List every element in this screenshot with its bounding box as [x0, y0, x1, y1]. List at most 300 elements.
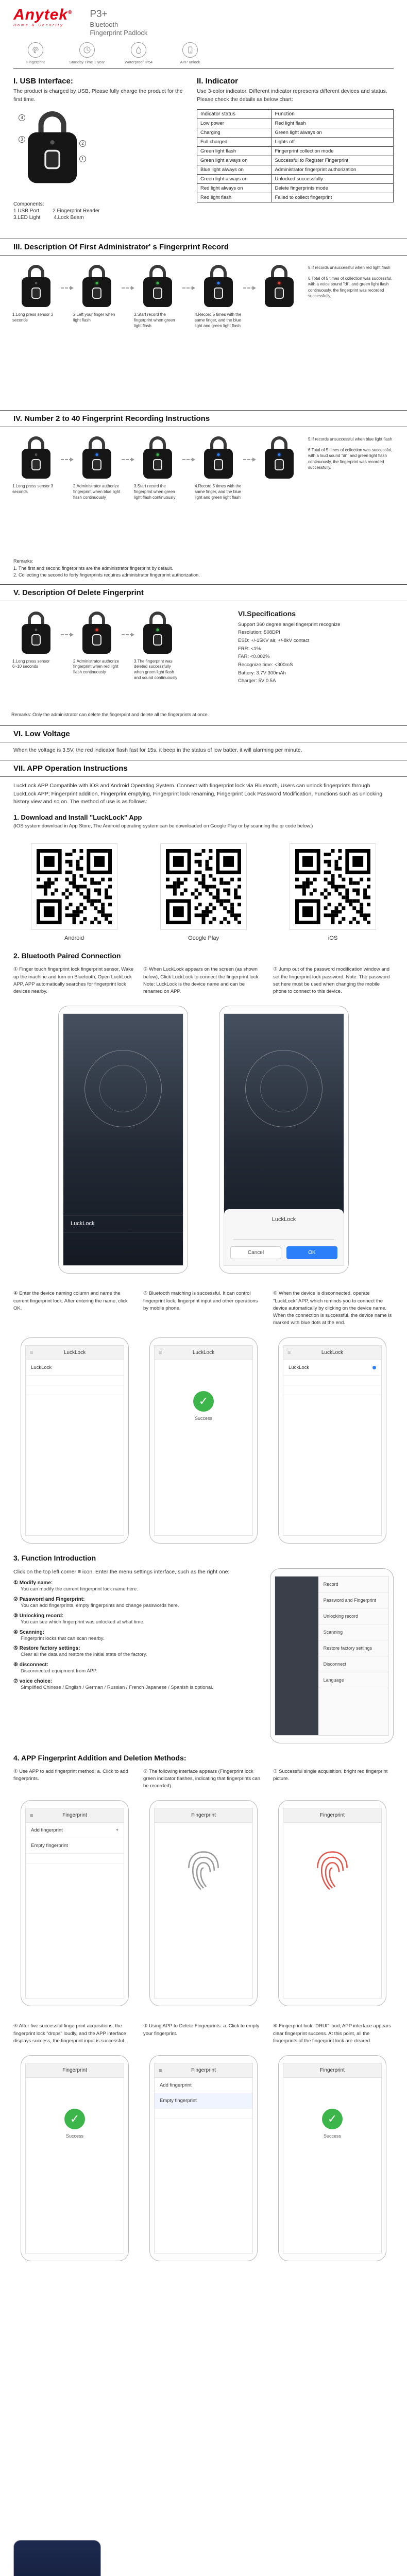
arrow-icon — [182, 459, 194, 460]
phone-screenshot-success — [149, 1337, 258, 1544]
phone-screenshot-scan — [58, 1006, 188, 1274]
app-intro: LuckLock APP Compatible with iOS and Android Operating System. Connect with fingerprint lock via Bluetooth, Users can unlock fingerprints through LuckLock APP; Fingerprint addition, Fingerprint emptying, Fingerprint lock renaming, Fingerprint Lock Password Modification, Functions such as unlocking history view and so on. The method of use is as follows: — [13, 782, 383, 805]
qr-image — [166, 849, 241, 924]
feature-app-unlock — [168, 42, 212, 65]
success-check-icon: ✓ — [322, 2109, 343, 2129]
step-5-caption: 5.If records unsuccessful when red light flash — [308, 265, 391, 270]
spec-line: Recognize time: <300mS — [238, 662, 293, 668]
product-model: P3+ — [90, 9, 108, 20]
step-1 — [11, 265, 61, 324]
menu-icon: ≡ — [30, 1349, 33, 1355]
success-check-icon: ✓ — [64, 2109, 85, 2129]
phone-screenshot-add-list — [21, 1800, 129, 2006]
admin-record-steps — [0, 256, 407, 410]
feature-label: Standby Time 1 year — [69, 60, 105, 65]
func-item-body: Simplified Chinese / English / German / Russian / French Japanese / Spanish is optional. — [21, 1684, 213, 1690]
step-5-caption: 5.If records unsuccessful when blue light flash — [308, 437, 393, 442]
func-item-head: ③ Unlocking record: — [13, 1613, 64, 1619]
table-row — [197, 137, 394, 146]
lock-sensor — [92, 459, 101, 470]
settings-menu — [318, 1577, 388, 1735]
arrow-icon — [122, 634, 133, 635]
lock-sensor — [214, 287, 223, 299]
phone-screenshot-enroll-progress — [278, 1800, 386, 2006]
bt-step-4: ④ Enter the device naming column and name the current fingerprint lock. After entering the name, click OK. — [13, 1291, 128, 1311]
cell-status: Green light flash — [197, 146, 272, 156]
lock-sensor — [31, 634, 41, 646]
arrow-icon — [61, 459, 72, 460]
cell-status: Red light flash — [197, 193, 272, 202]
menu-item: Scanning — [318, 1624, 388, 1640]
list-item — [283, 1385, 381, 1395]
step-caption: 1.Long press sensor 6~10 seconds — [12, 658, 50, 669]
step-3 — [133, 265, 182, 329]
table-row — [197, 165, 394, 174]
lock-sensor — [31, 459, 41, 470]
methods-step-4: ④ After five successful fingerprint acquisitions, the fingerprint lock "drops" loudly, and the APP interface displays success, the fingerprint input is successful. — [13, 2023, 126, 2044]
step-5-lock — [255, 265, 304, 308]
spec-line: ESD: +/-15KV air, +/-8kV contact — [238, 637, 310, 643]
spec-line: Charger: 5V 0.5A — [238, 678, 276, 684]
step-4 — [194, 265, 243, 329]
dialog-title: LuckLock — [272, 1216, 296, 1223]
func-item-body: Clear all the data and restore the initial state of the factory. — [21, 1652, 147, 1658]
qr-google-play — [160, 843, 247, 941]
phone-screenshot-partial-dark — [13, 2540, 101, 2576]
func-item-head: ⑤ Restore factory settings: — [13, 1646, 80, 1652]
success-caption: Success — [323, 2133, 341, 2139]
func-item-body: You can see which fingerprint was unlocked at what time. — [21, 1619, 145, 1625]
product-title — [90, 8, 147, 37]
feature-label: Waterproof IP54 — [124, 60, 153, 65]
nav-title: Fingerprint — [320, 1812, 345, 1819]
qr-ios — [290, 843, 376, 941]
table-row — [197, 193, 394, 202]
menu-icon: ≡ — [159, 2067, 162, 2074]
cell-function: Administrator fingerprint authorization — [272, 165, 394, 174]
bt-lite-phones — [0, 1327, 407, 1544]
cell-function: Red light flash — [272, 118, 394, 128]
list-item-label: Empty fingerprint — [160, 2098, 197, 2104]
brand-logo — [13, 7, 72, 27]
arrow-icon — [61, 634, 72, 635]
func-item-2 — [13, 1597, 258, 1609]
cell-function: Successful to Register Fingerprint — [272, 156, 394, 165]
remark-2: 2. Collecting the second to forty fingerprints requires administrator fingerprint authorization. — [13, 572, 200, 578]
list-item-label: LuckLock — [31, 1364, 52, 1370]
step-4 — [194, 436, 243, 500]
nav-title: Fingerprint — [320, 2067, 345, 2073]
nav-title: Fingerprint — [191, 2067, 216, 2073]
spec-line: Support 360 degree angel fingerprint recognize — [238, 621, 341, 628]
indicator-col-status: Indicator status — [197, 109, 272, 118]
app-title: VII. APP Operation Instructions — [0, 760, 407, 777]
feature-fingerprint — [13, 42, 58, 65]
menu-item: Password and Fingerprint — [318, 1592, 388, 1608]
lock-led — [35, 453, 38, 456]
smartphone-icon — [182, 42, 198, 58]
cell-status: Blue light always on — [197, 165, 272, 174]
more-record-remarks — [0, 556, 407, 584]
feature-waterproof — [116, 42, 161, 65]
cell-status: Red light always on — [197, 183, 272, 193]
add-fingerprint-row — [155, 2078, 252, 2093]
lock-led — [35, 282, 38, 284]
methods-steps-456 — [0, 2016, 407, 2045]
step-2 — [72, 612, 122, 675]
lock-led-blue — [278, 453, 281, 456]
lock-led — [50, 140, 55, 145]
lock-sensor — [44, 149, 60, 168]
download-note: (IOS system download in App Store, The Android operating system can be downloaded on Google Play or by scanning the qr code below.) — [13, 823, 313, 829]
lock-sensor — [92, 634, 101, 646]
step-3 — [133, 612, 182, 681]
low-voltage-title: VI. Low Voltage — [0, 725, 407, 742]
password-dialog — [224, 1209, 344, 1265]
func-item-head: ⑥ disconnect: — [13, 1662, 48, 1668]
success-caption: Success — [194, 1415, 212, 1421]
callout-lock-beam: 4 — [19, 114, 25, 121]
feature-label: APP unlock — [180, 60, 200, 65]
components-label: Components: — [13, 201, 44, 207]
func-item-4 — [13, 1630, 258, 1642]
delete-fp-remarks — [11, 711, 233, 719]
add-fingerprint-row — [26, 1823, 124, 1838]
table-row — [197, 146, 394, 156]
cell-function: Lights off — [272, 137, 394, 146]
lock-led-green — [157, 282, 159, 284]
usb-title: I. USB Interface: — [13, 77, 73, 86]
phone-screenshot-empty-list — [149, 2055, 258, 2261]
list-item — [26, 1385, 124, 1395]
lock-sensor — [153, 287, 162, 299]
spec-line: FRR: <1% — [238, 646, 261, 652]
arrow-icon — [243, 459, 255, 460]
step-2 — [72, 436, 122, 500]
device-row — [63, 1215, 183, 1232]
list-item — [155, 2109, 252, 2119]
phone-screenshot-password — [219, 1006, 349, 1274]
qr-label: Android — [64, 935, 84, 942]
function-list — [13, 1568, 258, 1743]
func-item-3 — [13, 1613, 258, 1626]
indicator-body2: Please check the details as below chart: — [197, 96, 293, 103]
func-item-body: Fingerprint locks that can scan nearby. — [21, 1635, 105, 1641]
component-usb-port: 1.USB Port — [13, 208, 40, 214]
phone-screenshot-menu — [270, 1568, 394, 1743]
function-intro — [0, 1562, 407, 1743]
cell-function: Failed to collect fingerprint — [272, 193, 394, 202]
arrow-icon — [182, 287, 194, 289]
phone-screenshot-clear-success — [278, 2055, 386, 2261]
lock-led-blue — [217, 282, 220, 284]
func-item-head: ④ Scanning: — [13, 1629, 45, 1635]
bt-steps-456 — [0, 1284, 407, 1327]
nav-title: Fingerprint — [62, 2067, 87, 2073]
step-caption: 1.Long press sensor 3 seconds — [12, 312, 54, 323]
callout-usb-port: 1 — [79, 156, 86, 162]
specs-title: VI.Specifications — [238, 609, 296, 618]
list-item-connected — [283, 1360, 381, 1376]
feature-icons-row — [13, 42, 394, 65]
component-led-light: 3.LED Light — [13, 214, 41, 221]
lock-led-green — [96, 282, 98, 284]
radar-graphic — [84, 1050, 162, 1127]
water-drop-icon — [131, 42, 146, 58]
phone-screenshot-add-success — [21, 2055, 129, 2261]
qr-image — [37, 849, 112, 924]
fingerprint-icon — [28, 42, 43, 58]
arrow-icon — [61, 287, 72, 289]
spec-line: Resolution: 508DPI — [238, 630, 280, 636]
feature-label: Fingerprint — [26, 60, 45, 65]
func-item-head: ② Password and Fingerprint: — [13, 1597, 85, 1603]
components-list — [13, 201, 183, 221]
more-record-title: IV. Number 2 to 40 Fingerprint Recording Instructions — [0, 410, 407, 427]
lock-led-blue — [96, 453, 98, 456]
indicator-title: II. Indicator — [197, 77, 239, 86]
lock-led-blue — [217, 453, 220, 456]
menu-item: Unlocking record — [318, 1608, 388, 1624]
lock-sensor — [214, 459, 223, 470]
func-item-head: ① Modify name: — [13, 1580, 53, 1586]
clock-icon — [79, 42, 95, 58]
qr-image — [295, 849, 370, 924]
methods-steps-123 — [0, 1762, 407, 1790]
blue-dot-icon — [372, 1366, 376, 1369]
list-item-label: Add fingerprint — [31, 1827, 63, 1834]
nav-title: Fingerprint — [191, 1812, 216, 1819]
spec-line: FAR: <0.002% — [238, 654, 270, 660]
cell-status: Green light always on — [197, 174, 272, 183]
callout-fingerprint-reader: 2 — [79, 140, 86, 147]
admin-record-side-captions — [308, 265, 396, 304]
empty-fingerprint-row — [155, 2093, 252, 2109]
lock-sensor — [31, 287, 41, 299]
phone-screenshot-enroll — [149, 1800, 258, 2006]
component-fingerprint-reader: 2.Fingerprint Reader — [53, 208, 100, 214]
list-item-label: Add fingerprint — [160, 2082, 192, 2088]
admin-record-title: III. Description Of First Administrator' s Fingerprint Record — [0, 239, 407, 256]
menu-item: Restore factory settings — [318, 1640, 388, 1656]
bt-title: 2. Bluetooth Paired Connection — [13, 952, 121, 960]
brand-tagline: Home & Security — [13, 24, 64, 27]
radar-graphic — [245, 1050, 323, 1127]
password-input — [233, 1229, 334, 1240]
menu-item: Language — [318, 1672, 388, 1688]
callout-led-light: 3 — [19, 136, 25, 143]
qr-code — [160, 843, 247, 930]
cell-function: Green light always on — [272, 128, 394, 137]
list-item-label: Empty fingerprint — [31, 1843, 68, 1849]
cell-status: Full charged — [197, 137, 272, 146]
func-item-5 — [13, 1646, 258, 1658]
methods-step-5: ⑤ Using APP to Delete Fingerprints: a. Click to empty your fingerprint. — [143, 2023, 260, 2037]
list-item — [26, 1360, 124, 1376]
spec-line: Battery: 3.7V 300mAh — [238, 670, 286, 676]
qr-code — [290, 843, 376, 930]
step-caption: 1.Long press sensor 3 seconds — [12, 484, 54, 494]
product-line2: Bluetooth — [90, 20, 118, 28]
table-row — [197, 118, 394, 128]
func-item-body: You can modify the current fingerprint lock name here. — [21, 1586, 138, 1592]
qr-label: iOS — [328, 935, 338, 942]
qr-row — [0, 830, 407, 941]
lock-sensor — [275, 459, 284, 470]
cell-function: Fingerprint collection mode — [272, 146, 394, 156]
list-item — [26, 1854, 124, 1863]
func-item-body: You can add fingerprints, empty fingerprints and change passwords here. — [21, 1603, 179, 1609]
func-item-head: ⑦ voice choice: — [13, 1678, 53, 1684]
step-caption: 4.Record 5 times with the same finger, and the blue light and green light flash — [195, 312, 242, 328]
usb-indicator-row — [0, 69, 407, 239]
methods-step-1: ① Use APP to add fingerprint method: a. Click to add fingerprints. — [13, 1768, 128, 1782]
lock-sensor — [275, 287, 284, 299]
lock-led — [35, 629, 38, 631]
nav-title: Fingerprint — [62, 1812, 87, 1819]
indicator-body1: Use 3-color indicator, Different indicator represents different devices and status. — [197, 88, 387, 94]
list-item — [283, 1376, 381, 1385]
fingerprint-graphic-gray — [183, 1846, 224, 1895]
lock-led-red — [278, 282, 281, 284]
low-voltage-body: When the voltage is 3.5V, the red indicator flash fast for 15s, it beep in the status of low batter, it will alarming per minute. — [13, 747, 302, 753]
menu-item: Record — [318, 1577, 388, 1592]
step-caption: 3.Start record the fingerprint when green light flash — [134, 312, 175, 328]
step-caption: 4.Record 5 times with the same finger, and the blue light and green light flash — [195, 484, 242, 500]
func-item-1 — [13, 1580, 258, 1593]
usb-body: The product is charged by USB, Please fully charge the product for the first time. — [13, 88, 183, 103]
qr-android — [31, 843, 117, 941]
step-6-caption: 6.Total of 5 times of collection was successful, with a loud sound "di", and green light flash continuously, the fingerprint was recorded successfully. — [308, 448, 393, 470]
remark-1: 1. The first and second fingerprints are the administrator fingerprint by default. — [13, 565, 173, 571]
arrow-icon — [243, 287, 255, 289]
ok-button: OK — [286, 1246, 337, 1259]
step-2 — [72, 265, 122, 324]
list-item-label: LuckLock — [289, 1364, 310, 1370]
bt-step-3: ③ Jump out of the password modification window and set the fingerprint lock password. Note: The password set here must be used when changing the mobile phone to connect to this device. — [273, 967, 390, 994]
lock-sensor — [153, 634, 162, 646]
more-record-steps — [0, 427, 407, 556]
fingerprint-graphic-red — [312, 1846, 352, 1895]
bt-step-6: ⑥ When the device is disconnected, operate "LuckLock" APP, which reminds you to connect the device automatically by clicking on the device name. When the connection is successful, the device name is marked with blue dots at the end. — [273, 1291, 392, 1326]
cell-function: Unlocked successfully — [272, 174, 394, 183]
success-check-icon: ✓ — [193, 1391, 214, 1412]
delete-fp-steps — [11, 608, 233, 719]
step-caption: 3.The fingerprint was deleted successfully when green light flash and sound continuously — [134, 658, 178, 680]
cell-status: Charging — [197, 128, 272, 137]
nav-title: LuckLock — [63, 1349, 86, 1355]
step-caption: 3.Start record the fingerprint when green light flash continuously — [134, 484, 176, 500]
cell-status: Green light always on — [197, 156, 272, 165]
func-title: 3. Function Introduction — [13, 1553, 96, 1562]
empty-fingerprint-row — [26, 1838, 124, 1854]
phone-screenshot-connected — [278, 1337, 386, 1544]
plus-icon: + — [115, 1827, 118, 1834]
nav-title: LuckLock — [321, 1349, 344, 1355]
menu-icon: ≡ — [287, 1349, 291, 1355]
nav-title: LuckLock — [192, 1349, 215, 1355]
device-name: LuckLock — [71, 1221, 95, 1227]
table-row — [197, 128, 394, 137]
lock-sensor — [153, 459, 162, 470]
step-caption: 2.Administrator authorize fingerprint when blue light flash continuously — [73, 484, 121, 500]
arrow-icon — [122, 459, 133, 460]
cell-status: Low power — [197, 118, 272, 128]
table-row — [197, 183, 394, 193]
step-6-caption: 6.Total of 5 times of collection was successful, with a voice sound "di", and green light flash continuously, the fingerprint was recorded successfully. — [308, 276, 393, 298]
step-caption: 2.Left your finger when light flash — [73, 312, 115, 323]
func-item-6 — [13, 1662, 258, 1675]
menu-icon: ≡ — [30, 1812, 33, 1819]
methods-phones-1 — [0, 1790, 407, 2006]
more-record-side-captions — [308, 436, 396, 476]
step-3 — [133, 436, 182, 500]
methods-step-3: ③ Successful single acquisition, bright red fingerprint picture. — [273, 1768, 388, 1782]
func-item-7 — [13, 1679, 258, 1691]
methods-phones-2 — [0, 2045, 407, 2261]
menu-icon: ≡ — [159, 1349, 162, 1355]
lock-led-green — [157, 629, 159, 631]
arrow-icon — [122, 287, 133, 289]
download-title: 1. Download and Install "LuckLock" App — [13, 814, 142, 821]
step-5-lock — [255, 436, 304, 480]
func-lead: Click on the top left corner ≡ icon. Enter the menu settings interface, such as the right one: — [13, 1568, 230, 1575]
remarks-title: Remarks: — [13, 558, 33, 564]
dimmed-content — [275, 1577, 318, 1735]
cell-function: Delete fingerprints mode — [272, 183, 394, 193]
feature-standby — [65, 42, 109, 65]
bt-step-2: ② When LuckLock appears on the screen (as shown below), Click LuckLock to connect the fingerprint lock. Note: LuckLock is the device name and can be renamed on APP. — [143, 967, 260, 994]
step-caption: 2.Administrator authorize fingerprint when red light flash continuously — [73, 658, 119, 675]
table-row — [197, 174, 394, 183]
indicator-section — [197, 77, 394, 233]
indicator-col-function: Function — [272, 109, 394, 118]
cancel-button: Cancel — [230, 1246, 281, 1259]
step-1 — [11, 612, 61, 670]
table-row — [197, 156, 394, 165]
header — [0, 0, 407, 68]
list-item — [26, 1376, 124, 1385]
methods-step-6: ⑥ Fingerprint lock "DRUI" loud, APP interface appears clear fingerprint success. At this point, all the fingerprints of the fingerprint lock are cleared. — [273, 2023, 391, 2044]
bt-step-5: ⑤ Bluetooth matching is successful. It can control fingerprint lock, fingerprint input and other operations by mobile phone. — [143, 1291, 258, 1311]
bt-step-1: ① Finger touch fingerprint lock fingerprint sensor, Wake up the machine and turn on Bluetooth, Open LuckLock APP, APP automatically searches for fingerprint lock devices nearby. — [13, 967, 134, 994]
indicator-table — [197, 109, 394, 202]
methods-title: 4. APP Fingerprint Addition and Deletion Methods: — [13, 1753, 186, 1762]
qr-label: Google Play — [188, 935, 219, 942]
menu-item: Disconnect — [318, 1656, 388, 1672]
lock-sensor — [92, 287, 101, 299]
product-line3: Fingerprint Padlock — [90, 29, 148, 37]
lock-led-red — [96, 629, 98, 631]
delete-fp-title: V. Description Of Delete Fingerprint — [0, 584, 407, 601]
qr-code — [31, 843, 117, 930]
step-1 — [11, 436, 61, 495]
func-item-body: Disconnected equipment from APP. — [21, 1668, 97, 1674]
bt-steps-123 — [0, 960, 407, 995]
remarks-title: Remarks: — [11, 711, 31, 717]
usb-section — [13, 77, 183, 233]
registered-mark: ® — [68, 10, 73, 15]
lock-led-green — [157, 453, 159, 456]
specifications — [238, 608, 396, 719]
success-caption: Success — [65, 2133, 83, 2139]
methods-step-2: ② The following interface appears (Fingerprint lock green indicator flashes, indicating that fingerprints can be recorded). — [143, 1768, 261, 1789]
bt-dark-phones — [0, 995, 407, 1274]
phone-screenshot-naming — [21, 1337, 129, 1544]
remark-body: Only the administrator can delete the fingerprint and delete all the fingerprints at once. — [32, 711, 209, 717]
brand-name: Anytek — [13, 6, 69, 23]
component-lock-beam: 4.Lock Beam — [54, 214, 84, 221]
